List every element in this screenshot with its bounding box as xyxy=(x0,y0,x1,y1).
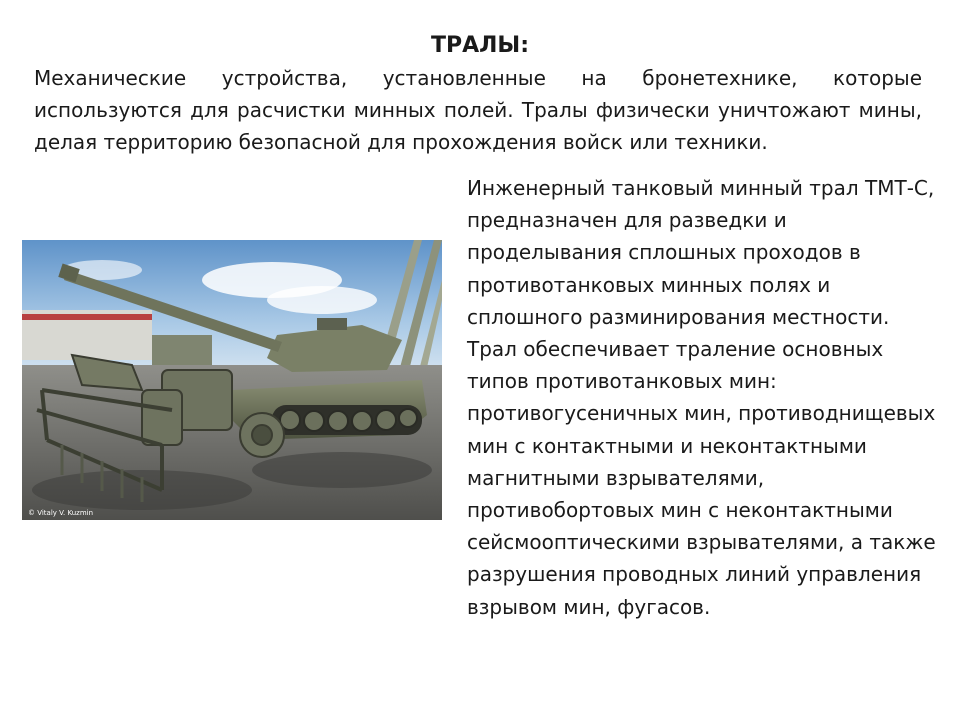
trawl-description: Инженерный танковый минный трал ТМТ-С, предназначен для разведки и проделывания сплошных проходов в противотанковых минных полях и сплошного разминирования местности. Трал обеспечивает траление основных типов противотанковых мин: противогусеничных мин, противоднищевых мин с контактными и неконтактными магнитными взрывателями, противобортовых мин с неконтактными сейсмооптическими взрывателями, а также разрушения проводных линий управления взрывом мин, фугасов. xyxy=(467,176,936,619)
photo-credit: © Vitaly V. Kuzmin xyxy=(28,509,94,517)
tank-mine-trawl-photo xyxy=(22,240,442,520)
intro-paragraph: Механические устройства, установленные на бронетехнике, которые используются для расчистки минных полей. Тралы физически уничтожают мины, делая территорию безопасной для прохождения войск или техники. xyxy=(34,66,922,154)
slide-title: ТРАЛЫ: xyxy=(430,33,530,58)
